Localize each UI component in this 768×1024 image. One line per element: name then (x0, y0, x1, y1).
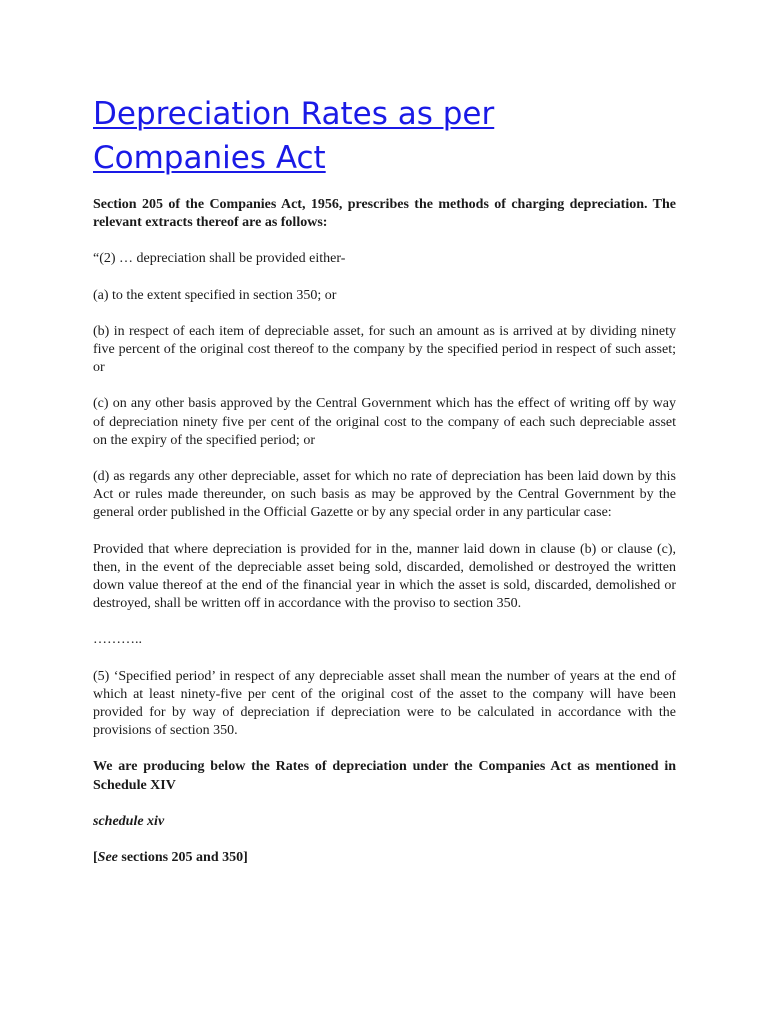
proviso-paragraph: Provided that where depreciation is provided for in the, manner laid down in clause (b) or clause (c), then, in the event of the depreciable asset being sold, discarded, demolished or destroyed the written down value thereof at the end of the financial year in which the asset is sold, discarded, demolished or destroyed, shall be written off in accordance with the proviso to section 350. (93, 541, 676, 612)
clause-a-paragraph: (a) to the extent specified in section 350; or (93, 287, 337, 303)
clause-b-paragraph: (b) in respect of each item of depreciable asset, for such an amount as is arrived at by dividing ninety five percent of the original cost thereof to the company by the specified period in respect of such asset; or (93, 323, 676, 376)
schedule-heading: schedule xiv (93, 813, 165, 829)
clause-d-paragraph: (d) as regards any other depreciable, asset for which no rate of depreciation has been laid down by this Act or rules made thereunder, on such basis as may be approved by the Central Government by the general order published in the Official Gazette or by any special order in any particular case: (93, 469, 676, 521)
document-page (93, 92, 676, 885)
clause-c-paragraph: (c) on any other basis approved by the Central Government which has the effect of writing off by way of depreciation ninety five per cent of the original cost to the company of each such depreciable asset on the expiry of the specified period; or (93, 396, 676, 448)
ellipsis-paragraph: ……….. (93, 632, 142, 648)
producing-paragraph: We are producing below the Rates of depreciation under the Companies Act as mentioned in Schedule XIV (93, 759, 676, 793)
clause-2-paragraph: “(2) … depreciation shall be provided either- (93, 251, 346, 267)
clause-5-paragraph: (5) ‘Specified period’ in respect of any depreciable asset shall mean the number of years at the end of which at least ninety-five per cent of the original cost of the asset to the company will have been provided for by way of depreciation if depreciation were to be calculated in accordance with the provisions of section 350. (93, 668, 676, 739)
see-word: See (97, 850, 118, 866)
see-sections-text: sections 205 and 350] (117, 850, 248, 866)
intro-paragraph: Section 205 of the Companies Act, 1956, prescribes the methods of charging depreciation. The relevant extracts thereof are as follows: (93, 197, 676, 231)
see-bracket: [ (93, 850, 98, 866)
document-title-link[interactable]: Depreciation Rates as per Companies Act (93, 96, 495, 176)
see-sections-line (93, 849, 676, 867)
